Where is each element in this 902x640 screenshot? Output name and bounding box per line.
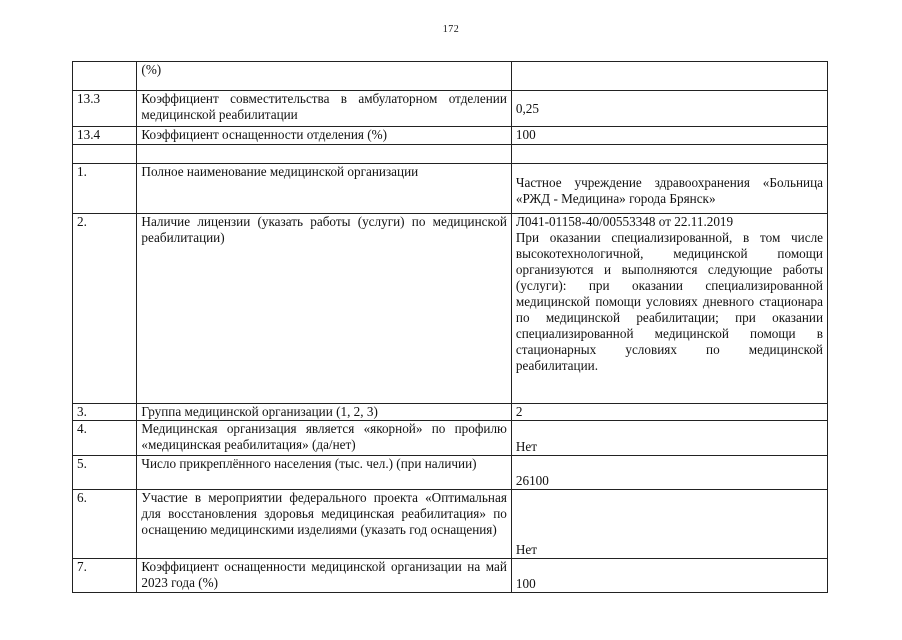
row-number: 13.3 bbox=[73, 91, 137, 127]
row-value: Л041-01158-40/00553348 от 22.11.2019 При оказании специализированной, в том числе высокотехнологичной, медицинской помощи организуются и выполняются следующие работы (услуги): при оказании специализированной медицинской помощи условиях дневного стационара по медицинской реабилитации; при оказании специализированной медицинской помощи в стационарных условиях по медицинской реабилитации. bbox=[511, 214, 827, 404]
table-row bbox=[73, 404, 828, 421]
row-number: 2. bbox=[73, 214, 137, 404]
row-label: Коэффициент совместительства в амбулаторном отделении медицинской реабилитации bbox=[137, 91, 511, 127]
row-value: 100 bbox=[511, 127, 827, 145]
page-number: 172 bbox=[442, 24, 460, 35]
row-label: Группа медицинской организации (1, 2, 3) bbox=[137, 404, 511, 421]
row-number: 3. bbox=[73, 404, 137, 421]
table-row bbox=[73, 559, 828, 593]
row-label: Число прикреплённого населения (тыс. чел.) (при наличии) bbox=[137, 456, 511, 490]
row-number bbox=[73, 62, 137, 91]
table-row bbox=[73, 490, 828, 559]
row-value bbox=[511, 62, 827, 91]
row-number: 5. bbox=[73, 456, 137, 490]
data-table bbox=[72, 61, 828, 593]
table-row bbox=[73, 421, 828, 456]
table-row bbox=[73, 456, 828, 490]
row-label: Участие в мероприятии федерального проекта «Оптимальная для восстановления здоровья медицинская реабилитация» по оснащению медицинскими изделиями (указать год оснащения) bbox=[137, 490, 511, 559]
row-label: (%) bbox=[137, 62, 511, 91]
spacer-cell bbox=[73, 145, 137, 164]
row-label: Полное наименование медицинской организации bbox=[137, 164, 511, 214]
row-number: 13.4 bbox=[73, 127, 137, 145]
row-value: 26100 bbox=[511, 456, 827, 490]
row-number: 4. bbox=[73, 421, 137, 456]
table-row bbox=[73, 214, 828, 404]
row-value: Частное учреждение здравоохранения «Больница «РЖД - Медицина» города Брянск» bbox=[511, 164, 827, 214]
row-value: 0,25 bbox=[511, 91, 827, 127]
spacer-cell bbox=[137, 145, 511, 164]
row-value: Нет bbox=[511, 421, 827, 456]
row-label: Медицинская организация является «якорной» по профилю «медицинская реабилитация» (да/нет) bbox=[137, 421, 511, 456]
table-row bbox=[73, 91, 828, 127]
spacer-cell bbox=[511, 145, 827, 164]
table-row bbox=[73, 127, 828, 145]
row-label: Наличие лицензии (указать работы (услуги) по медицинской реабилитации) bbox=[137, 214, 511, 404]
row-number: 7. bbox=[73, 559, 137, 593]
table-spacer-row bbox=[73, 145, 828, 164]
row-value: 100 bbox=[511, 559, 827, 593]
table-row bbox=[73, 62, 828, 91]
row-label: Коэффициент оснащенности медицинской организации на май 2023 года (%) bbox=[137, 559, 511, 593]
row-value: Нет bbox=[511, 490, 827, 559]
table-row bbox=[73, 164, 828, 214]
row-label: Коэффициент оснащенности отделения (%) bbox=[137, 127, 511, 145]
row-number: 1. bbox=[73, 164, 137, 214]
row-number: 6. bbox=[73, 490, 137, 559]
row-value: 2 bbox=[511, 404, 827, 421]
